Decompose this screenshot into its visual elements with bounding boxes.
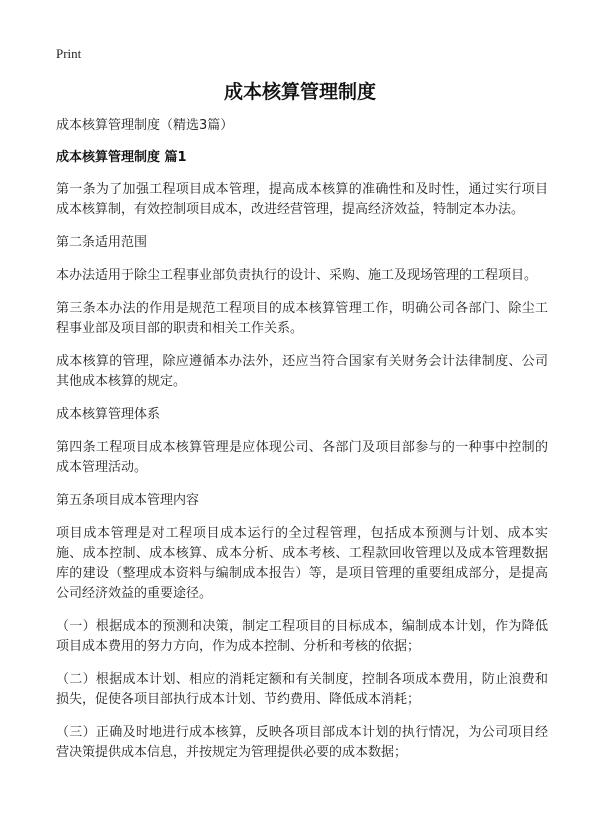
paragraph-compliance: 成本核算的管理，除应遵循本办法外，还应当符合国家有关财务会计法律制度、公司其他成本核算的规定。 <box>56 354 548 389</box>
document-body <box>56 116 548 776</box>
paragraph-system-heading: 成本核算管理体系 <box>56 407 161 422</box>
section-heading: 成本核算管理制度 篇1 <box>56 150 187 165</box>
paragraph-scope: 本办法适用于除尘工程事业部负责执行的设计、采购、施工及现场管理的工程项目。 <box>56 268 538 283</box>
document-title: 成本核算管理制度 <box>223 81 376 103</box>
paragraph-item-3: （三）正确及时地进行成本核算，反映各项目部成本计划的执行情况，为公司项目经营决策提供成本信息，并按规定为管理提供必要的成本数据； <box>56 725 548 760</box>
paragraph-article-1: 第一条为了加强工程项目成本管理，提高成本核算的准确性和及时性，通过实行项目成本核算制，有效控制项目成本，改进经营管理，提高经济效益，特制定本办法。 <box>56 182 548 217</box>
paragraph-article-3: 第三条本办法的作用是规范工程项目的成本核算管理工作，明确公司各部门、除尘工程事业部及项目部的职责和相关工作关系。 <box>56 301 548 336</box>
paragraph-item-2: （二）根据成本计划、相应的消耗定额和有关制度，控制各项成本费用，防止浪费和损失，促使各项目部执行成本计划、节约费用、降低成本消耗； <box>56 672 548 707</box>
paragraph-item-1: （一）根据成本的预测和决策，制定工程项目的目标成本，编制成本计划，作为降低项目成本费用的努力方向，作为成本控制、分析和考核的依据； <box>56 619 548 654</box>
paragraph-article-5-heading: 第五条项目成本管理内容 <box>56 493 200 508</box>
document-subtitle: 成本核算管理制度（精选3篇） <box>56 118 234 133</box>
paragraph-article-4: 第四条工程项目成本核算管理是应体现公司、各部门及项目部参与的一种事中控制的成本管理活动。 <box>56 440 548 475</box>
paragraph-cost-management: 项目成本管理是对工程项目成本运行的全过程管理，包括成本预测与计划、成本实施、成本控制、成本核算、成本分析、成本考核、工程款回收管理以及成本管理数据库的建设（整理成本资料与编制成本报告）等，是项目管理的重要组成部分，是提高公司经济效益的重要途径。 <box>56 526 548 601</box>
paragraph-article-2-heading: 第二条适用范围 <box>56 235 148 250</box>
print-label: Print <box>56 46 82 61</box>
